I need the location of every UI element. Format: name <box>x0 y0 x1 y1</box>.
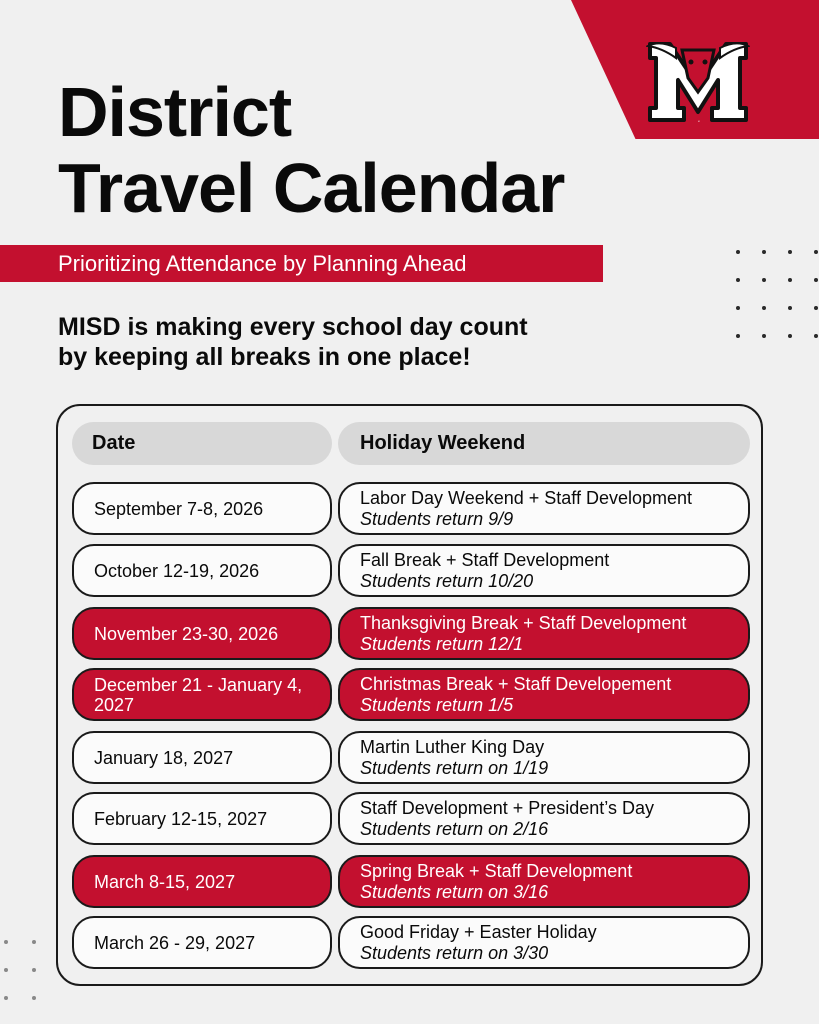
holiday-name: Fall Break + Staff Development <box>360 549 610 570</box>
holiday-cell <box>338 731 750 784</box>
intro-statement: MISD is making every school day count by keeping all breaks in one place! <box>58 313 528 371</box>
table-row <box>72 916 750 969</box>
return-date: Students return on 2/16 <box>360 818 549 839</box>
holiday-name: Staff Development + President’s Day <box>360 797 654 818</box>
return-date: Students return 9/9 <box>360 508 514 529</box>
table-row <box>72 855 750 908</box>
holiday-name: Thanksgiving Break + Staff Development <box>360 612 687 633</box>
return-date: Students return on 3/16 <box>360 881 549 902</box>
decorative-dot-grid-bottom <box>4 940 36 1000</box>
date-cell: March 26 - 29, 2027 <box>72 916 332 969</box>
return-date: Students return on 1/19 <box>360 757 549 778</box>
table-row <box>72 731 750 784</box>
holiday-name: Good Friday + Easter Holiday <box>360 921 597 942</box>
column-header-holiday: Holiday Weekend <box>338 422 750 465</box>
holiday-name: Christmas Break + Staff Developement <box>360 673 672 694</box>
holiday-name: Spring Break + Staff Development <box>360 860 633 881</box>
misd-longhorn-logo <box>646 36 750 122</box>
table-row <box>72 482 750 535</box>
holiday-cell <box>338 668 750 721</box>
holiday-name: Martin Luther King Day <box>360 736 545 757</box>
table-row <box>72 607 750 660</box>
date-cell: March 8-15, 2027 <box>72 855 332 908</box>
return-date: Students return 12/1 <box>360 633 524 654</box>
date-cell: September 7-8, 2026 <box>72 482 332 535</box>
holiday-cell <box>338 792 750 845</box>
date-cell: November 23-30, 2026 <box>72 607 332 660</box>
holiday-cell <box>338 916 750 969</box>
date-cell: February 12-15, 2027 <box>72 792 332 845</box>
decorative-dot-grid <box>736 250 818 338</box>
holiday-cell <box>338 855 750 908</box>
table-row <box>72 544 750 597</box>
svg-text:M: M <box>698 121 700 122</box>
date-cell: December 21 - January 4, 2027 <box>72 668 332 721</box>
table-row <box>72 792 750 845</box>
date-cell: October 12-19, 2026 <box>72 544 332 597</box>
date-cell: January 18, 2027 <box>72 731 332 784</box>
holiday-cell <box>338 482 750 535</box>
holiday-cell <box>338 544 750 597</box>
tagline-banner: Prioritizing Attendance by Planning Ahead <box>0 245 603 282</box>
travel-calendar-table <box>56 404 763 986</box>
return-date: Students return on 3/30 <box>360 942 549 963</box>
holiday-cell <box>338 607 750 660</box>
return-date: Students return 10/20 <box>360 570 534 591</box>
holiday-name: Labor Day Weekend + Staff Development <box>360 487 693 508</box>
page-title: District Travel Calendar <box>58 73 565 227</box>
column-header-date: Date <box>72 422 332 465</box>
table-row <box>72 668 750 721</box>
return-date: Students return 1/5 <box>360 694 514 715</box>
